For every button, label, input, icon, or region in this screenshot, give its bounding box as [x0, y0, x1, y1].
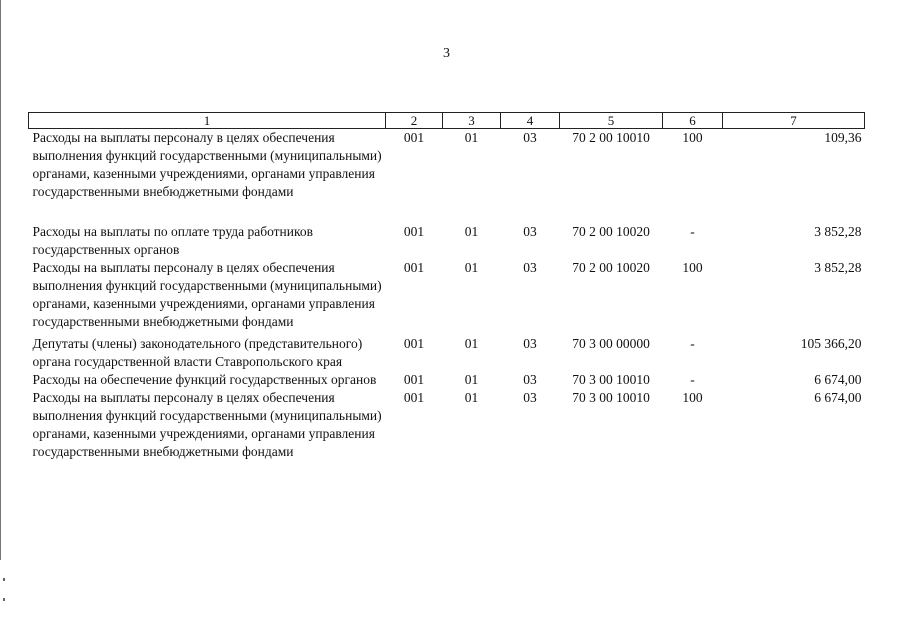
row-target: 70 2 00 10020 [572, 224, 650, 239]
row-expense-type: - [690, 372, 695, 387]
row-target: 70 2 00 10010 [572, 130, 650, 145]
row-amount: 6 674,00 [814, 372, 862, 387]
budget-table [28, 112, 865, 461]
row-target: 70 3 00 00000 [572, 336, 650, 351]
row-ministry: 001 [403, 224, 425, 239]
row-name: Депутаты (члены) законодательного (представительного) органа государственной власти Ставропольского края [32, 336, 363, 369]
column-header-section: 3 [443, 113, 501, 129]
row-subsection: 03 [523, 336, 537, 351]
row-ministry: 001 [403, 260, 425, 275]
column-header-target: 5 [560, 113, 663, 129]
table-row [29, 129, 865, 220]
row-subsection: 03 [523, 372, 537, 387]
page-left-edge [0, 0, 1, 560]
column-header-name: 1 [29, 113, 386, 129]
row-name: Расходы на выплаты персоналу в целях обеспечения выполнения функций государственными (муниципальными) органами, казенными учреждениями, органами управления государственными внебюджетными фондами [32, 390, 382, 459]
row-name: Расходы на выплаты персоналу в целях обеспечения выполнения функций государственными (муниципальными) органами, казенными учреждениями, органами управления государственными внебюджетными фондами [32, 130, 382, 199]
page-number: 3 [443, 46, 450, 61]
row-amount: 105 366,20 [800, 336, 862, 351]
table-header-row [29, 113, 865, 129]
table-row [29, 389, 865, 461]
row-target: 70 3 00 10010 [572, 372, 650, 387]
row-name: Расходы на выплаты персоналу в целях обеспечения выполнения функций государственными (муниципальными) органами, казенными учреждениями, органами управления государственными внебюджетными фондами [32, 260, 382, 329]
column-header-expense-type: 6 [663, 113, 723, 129]
row-ministry: 001 [403, 336, 425, 351]
table-row [29, 331, 865, 371]
row-subsection: 03 [523, 260, 537, 275]
row-subsection: 03 [523, 224, 537, 239]
row-expense-type: 100 [682, 390, 703, 405]
row-amount: 6 674,00 [814, 390, 862, 405]
row-section: 01 [464, 336, 479, 351]
row-ministry: 001 [403, 372, 425, 387]
scan-mark [3, 578, 5, 581]
row-target: 70 3 00 10010 [572, 390, 650, 405]
row-section: 01 [464, 372, 479, 387]
row-name: Расходы на обеспечение функций государственных органов [32, 372, 377, 387]
row-amount: 3 852,28 [814, 224, 862, 239]
row-target: 70 2 00 10020 [572, 260, 650, 275]
scan-mark [3, 598, 5, 601]
row-expense-type: - [690, 336, 695, 351]
row-expense-type: 100 [682, 260, 703, 275]
row-ministry: 001 [403, 130, 425, 145]
column-header-subsection: 4 [501, 113, 560, 129]
row-subsection: 03 [523, 390, 537, 405]
row-expense-type: 100 [682, 130, 703, 145]
row-section: 01 [464, 130, 479, 145]
table-row [29, 371, 865, 389]
row-amount: 3 852,28 [814, 260, 862, 275]
column-header-amount: 7 [723, 113, 865, 129]
table-row [29, 259, 865, 331]
row-section: 01 [464, 390, 479, 405]
row-expense-type: - [690, 224, 695, 239]
column-header-ministry: 2 [386, 113, 443, 129]
row-section: 01 [464, 260, 479, 275]
row-ministry: 001 [403, 390, 425, 405]
row-name: Расходы на выплаты по оплате труда работников государственных органов [32, 224, 313, 257]
row-amount: 109,36 [824, 130, 862, 145]
table-row [29, 219, 865, 259]
row-subsection: 03 [523, 130, 537, 145]
row-section: 01 [464, 224, 479, 239]
